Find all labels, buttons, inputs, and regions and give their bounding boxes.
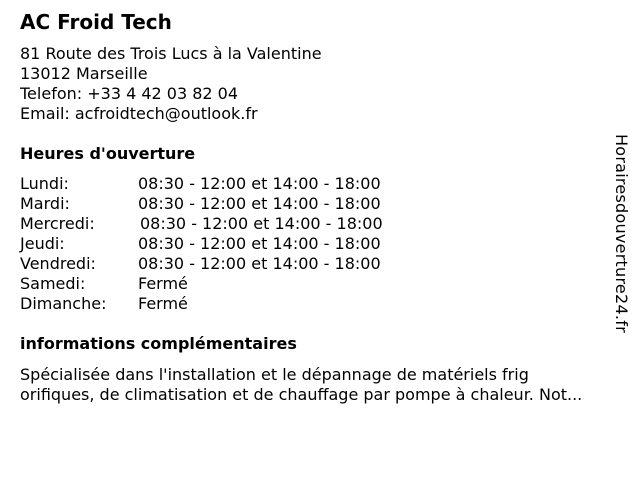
day-hours: 08:30 - 12:00 et 14:00 - 18:00 <box>140 214 383 233</box>
day-hours: Fermé <box>138 294 188 313</box>
day-label: Lundi: <box>20 174 69 193</box>
email-line: Email: acfroidtech@outlook.fr <box>20 104 258 123</box>
day-label: Samedi: <box>20 274 86 293</box>
day-hours: Fermé <box>138 274 188 293</box>
business-name: AC Froid Tech <box>20 10 172 34</box>
address-line-2: 13012 Marseille <box>20 64 148 83</box>
info-text-line-1: Spécialisée dans l'installation et le dépannage de matériels frig <box>20 365 529 384</box>
info-text-line-2: orifiques, de climatisation et de chauffage par pompe à chaleur. Not... <box>20 385 583 404</box>
hours-heading: Heures d'ouverture <box>20 144 196 163</box>
day-hours: 08:30 - 12:00 et 14:00 - 18:00 <box>138 254 381 273</box>
day-label: Vendredi: <box>20 254 96 273</box>
day-hours: 08:30 - 12:00 et 14:00 - 18:00 <box>138 234 381 253</box>
day-label: Jeudi: <box>20 234 65 253</box>
phone-line: Telefon: +33 4 42 03 82 04 <box>20 84 239 103</box>
day-label: Mercredi: <box>20 214 95 233</box>
day-hours: 08:30 - 12:00 et 14:00 - 18:00 <box>138 174 381 193</box>
address-line-1: 81 Route des Trois Lucs à la Valentine <box>20 44 322 63</box>
day-hours: 08:30 - 12:00 et 14:00 - 18:00 <box>138 194 381 213</box>
day-label: Mardi: <box>20 194 70 213</box>
site-watermark: Horairesdouverture24.fr <box>612 134 631 333</box>
day-label: Dimanche: <box>20 294 107 313</box>
info-heading: informations complémentaires <box>20 334 297 353</box>
